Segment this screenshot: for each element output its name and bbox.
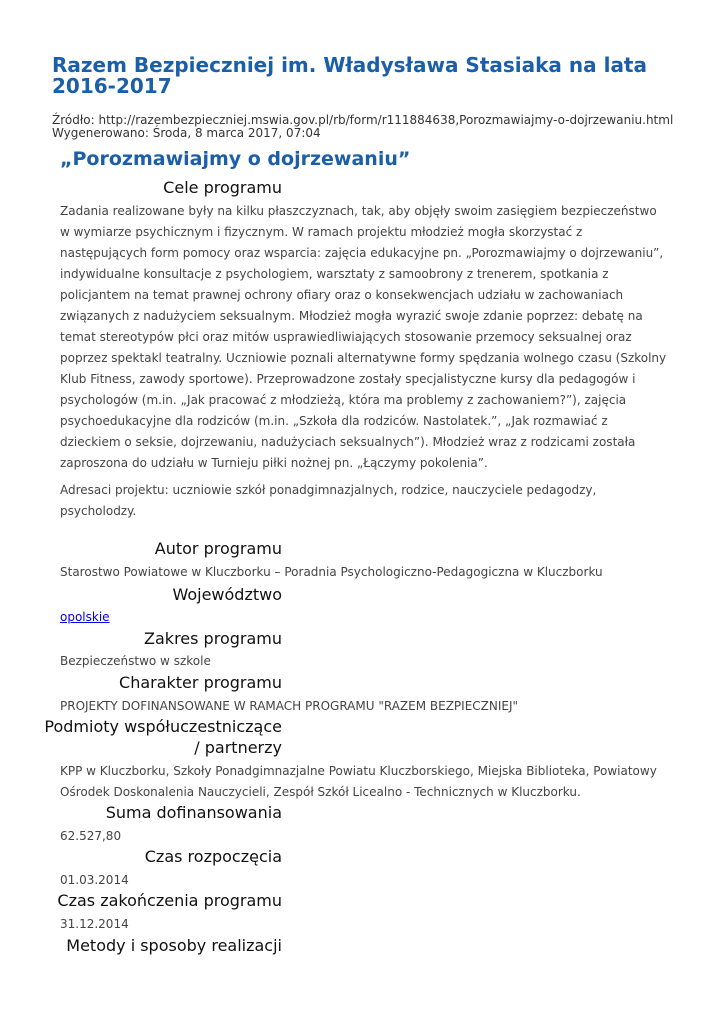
section-label-zakonczenie: Czas zakończenia programu [57, 891, 282, 910]
section-label-metody: Metody i sposoby realizacji [66, 936, 282, 955]
section-label-podmioty [22, 716, 282, 758]
section-label-zakres: Zakres programu [144, 629, 282, 648]
section-label-wojewodztwo: Województwo [172, 585, 282, 604]
section-value-cele-paragraph-2: Adresaci projektu: uczniowie szkół ponadgimnazjalnych, rodzice, nauczyciele pedagodzy, psycholodzy. [60, 483, 597, 518]
source-url: Źródło: http://razembezpieczniej.mswia.gov.pl/rb/form/r111884638,Porozmawiajmy-o-dojrzewaniu.html [52, 113, 674, 127]
article-title: „Porozmawiajmy o dojrzewaniu” [60, 148, 411, 170]
section-value-autor: Starostwo Powiatowe w Kluczborku – Poradnia Psychologiczno-Pedagogiczna w Kluczborku [60, 565, 603, 579]
section-label-podmioty-line-1: Podmioty współuczestniczące [44, 717, 282, 736]
section-label-charakter: Charakter programu [119, 673, 282, 692]
section-label-cele: Cele programu [163, 178, 282, 197]
section-value-podmioty: KPP w Kluczborku, Szkoły Ponadgimnazjalne Powiatu Kluczborskiego, Miejska Biblioteka, Powiatowy Ośrodek Doskonalenia Nauczycieli, Zespół Szkół Licealno - Technicznych w Kluczborku. [60, 764, 657, 799]
section-label-suma: Suma dofinansowania [105, 803, 282, 822]
section-value-wojewodztwo [60, 607, 670, 628]
section-value-charakter: PROJEKTY DOFINANSOWANE W RAMACH PROGRAMU "RAZEM BEZPIECZNIEJ" [60, 699, 519, 713]
document-title: Razem Bezpieczniej im. Władysława Stasiaka na lata 2016-2017 [52, 53, 647, 98]
section-label-autor: Autor programu [154, 539, 282, 558]
generated-date: Wygenerowano: Środa, 8 marca 2017, 07:04 [52, 126, 321, 140]
section-label-rozpoczecie: Czas rozpoczęcia [144, 847, 282, 866]
section-value-suma: 62.527,80 [60, 829, 122, 843]
section-value-zakonczenie: 31.12.2014 [60, 917, 129, 931]
section-value-rozpoczecie: 01.03.2014 [60, 873, 129, 887]
section-value-cele-paragraph-1: Zadania realizowane były na kilku płaszczyznach, tak, aby objęły swoim zasięgiem bezpieczeństwo w wymiarze psychicznym i fizycznym. W ramach projektu młodzież mogła skorzystać z następujących form pomocy oraz wsparcia: zajęcia edukacyjne pn. „Porozmawiajmy o dojrzewaniu”, indywidualne konsultacje z psychologiem, warsztaty z samoobrony z trenerem, spotkania z policjantem na temat prawnej ochrony ofiary oraz o konsekwencjach udziału w zachowaniach związanych z nadużyciem seksualnym. Młodzież mogła wyrazić swoje zdanie poprzez: debatę na temat stereotypów płci oraz mitów usprawiedliwiających stosowanie przemocy seksualnej oraz poprzez spektakl teatralny. Uczniowie poznali alternatywne formy spędzania wolnego czasu (Szkolny Klub Fitness, zawody sportowe). Przeprowadzone zostały specjalistyczne kursy dla pedagogów i psychologów (m.in. „Jak pracować z młodzieżą, która ma problemy z zachowaniem?”), zajęcia psychoedukacyjne dla rodziców (m.in. „Szkoła dla rodziców. Nastolatek.”, „Jak rozmawiać z dzieckiem o seksie, dojrzewaniu, nadużyciach seksualnych”). Młodzież wraz z rodzicami została zaproszona do udziału w Turnieju piłki nożnej pn. „Łączymy pokolenia”. [60, 204, 667, 470]
wojewodztwo-link[interactable]: opolskie [60, 610, 110, 624]
document-meta [52, 114, 712, 140]
section-value-zakres: Bezpieczeństwo w szkole [60, 654, 211, 668]
section-label-podmioty-line-2: / partnerzy [194, 738, 282, 757]
